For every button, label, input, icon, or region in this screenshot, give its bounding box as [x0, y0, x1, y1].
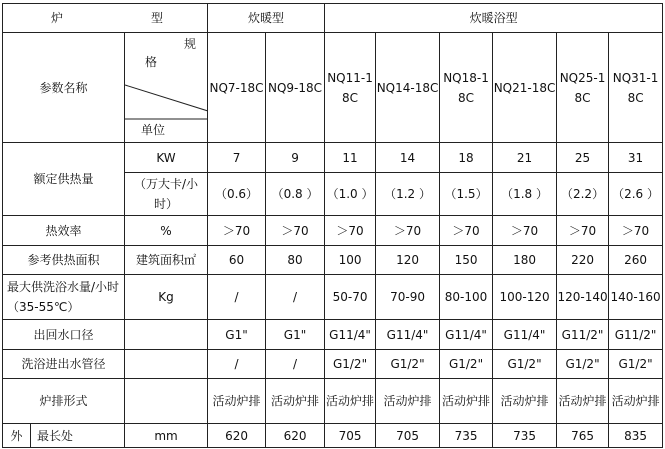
table-row [3, 350, 663, 379]
value-cell: ＞70 [325, 216, 376, 246]
value-cell: 50-70 [325, 275, 376, 320]
value-cell: / [266, 350, 325, 379]
model-name: NQ11-18C [325, 33, 376, 143]
row-label-water: 最大供洗浴水量/小时（35-55℃） [3, 275, 125, 320]
value-cell: 11 [325, 143, 376, 173]
table-row [3, 424, 663, 448]
value-cell: 260 [609, 246, 663, 275]
value-cell: G1/2" [376, 350, 440, 379]
value-cell: G1/2" [325, 350, 376, 379]
group-heating-header: 炊暖型 [208, 4, 325, 33]
table-row [3, 246, 663, 275]
row-label-efficiency: 热效率 [3, 216, 125, 246]
value-cell: 活动炉排 [493, 379, 557, 424]
value-cell: G1" [208, 320, 266, 350]
value-cell: 活动炉排 [376, 379, 440, 424]
value-cell: 180 [493, 246, 557, 275]
value-cell: G1/2" [440, 350, 493, 379]
spec-unit-corner [125, 33, 208, 143]
table-row [3, 143, 663, 173]
unit-cell: Kg [125, 275, 208, 320]
row-label-outer: 外 [3, 424, 31, 448]
value-cell: （1.0 ） [325, 173, 376, 216]
value-cell: G11/2" [557, 320, 609, 350]
value-cell: 18 [440, 143, 493, 173]
model-name: NQ25-18C [557, 33, 609, 143]
model-name: NQ9-18C [266, 33, 325, 143]
value-cell: 活动炉排 [440, 379, 493, 424]
value-cell: ＞70 [609, 216, 663, 246]
value-cell: 620 [266, 424, 325, 448]
value-cell: 活动炉排 [266, 379, 325, 424]
value-cell: 9 [266, 143, 325, 173]
value-cell: 100 [325, 246, 376, 275]
table-row [3, 379, 663, 424]
unit-cell: KW [125, 143, 208, 173]
value-cell: ＞70 [208, 216, 266, 246]
value-cell: 765 [557, 424, 609, 448]
model-name: NQ7-18C [208, 33, 266, 143]
boiler-spec-table [2, 3, 663, 448]
value-cell: 60 [208, 246, 266, 275]
value-cell: G11/4" [493, 320, 557, 350]
model-name: NQ18-18C [440, 33, 493, 143]
value-cell: 705 [325, 424, 376, 448]
header-label-left: 炉 [51, 11, 64, 25]
table-row [3, 216, 663, 246]
value-cell: 120-140 [557, 275, 609, 320]
value-cell: 活动炉排 [557, 379, 609, 424]
value-cell: 835 [609, 424, 663, 448]
unit-cell [125, 379, 208, 424]
unit-cell: mm [125, 424, 208, 448]
value-cell: / [208, 275, 266, 320]
value-cell: 活动炉排 [208, 379, 266, 424]
table-row [3, 33, 663, 143]
spec-label-bottom: 格 [145, 55, 158, 69]
value-cell: 120 [376, 246, 440, 275]
value-cell: G1" [266, 320, 325, 350]
unit-cell: % [125, 216, 208, 246]
row-label-exhaust: 炉排形式 [3, 379, 125, 424]
value-cell: / [266, 275, 325, 320]
value-cell: G1/2" [557, 350, 609, 379]
value-cell: （2.2） [557, 173, 609, 216]
value-cell: G11/4" [440, 320, 493, 350]
value-cell: 活动炉排 [609, 379, 663, 424]
value-cell: （1.8 ） [493, 173, 557, 216]
value-cell: 70-90 [376, 275, 440, 320]
row-label-bath-pipe: 洗浴进出水管径 [3, 350, 125, 379]
value-cell: 150 [440, 246, 493, 275]
value-cell: ＞70 [440, 216, 493, 246]
table-row [3, 4, 663, 33]
header-label-right: 型 [151, 11, 164, 25]
value-cell: 7 [208, 143, 266, 173]
unit-cell: （万大卡/小时） [125, 173, 208, 216]
value-cell: 705 [376, 424, 440, 448]
value-cell: G1/2" [609, 350, 663, 379]
unit-label: 单位 [141, 123, 166, 137]
value-cell: ＞70 [557, 216, 609, 246]
row-label-length: 最长处 [31, 424, 125, 448]
value-cell: ＞70 [493, 216, 557, 246]
value-cell: 31 [609, 143, 663, 173]
value-cell: 80 [266, 246, 325, 275]
value-cell: 620 [208, 424, 266, 448]
value-cell: G1/2" [493, 350, 557, 379]
value-cell: 100-120 [493, 275, 557, 320]
group-bathing-header: 炊暖浴型 [325, 4, 663, 33]
value-cell: 活动炉排 [325, 379, 376, 424]
unit-cell [125, 350, 208, 379]
value-cell: 80-100 [440, 275, 493, 320]
model-name: NQ31-18C [609, 33, 663, 143]
row-label-outlet: 出回水口径 [3, 320, 125, 350]
value-cell: / [208, 350, 266, 379]
value-cell: （0.6） [208, 173, 266, 216]
model-name: NQ21-18C [493, 33, 557, 143]
value-cell: 220 [557, 246, 609, 275]
unit-cell [125, 320, 208, 350]
value-cell: 735 [440, 424, 493, 448]
value-cell: ＞70 [376, 216, 440, 246]
value-cell: （2.6 ） [609, 173, 663, 216]
param-name-header: 参数名称 [3, 33, 125, 143]
value-cell: （1.2 ） [376, 173, 440, 216]
value-cell: G11/4" [376, 320, 440, 350]
value-cell: 21 [493, 143, 557, 173]
value-cell: G11/4" [325, 320, 376, 350]
model-header-cell [3, 4, 208, 33]
table-row [3, 320, 663, 350]
row-label-heat-supply: 额定供热量 [3, 143, 125, 216]
value-cell: （0.8 ） [266, 173, 325, 216]
model-name: NQ14-18C [376, 33, 440, 143]
row-label-area: 参考供热面积 [3, 246, 125, 275]
spec-label-top: 规 [184, 37, 197, 51]
value-cell: 14 [376, 143, 440, 173]
value-cell: ＞70 [266, 216, 325, 246]
value-cell: 25 [557, 143, 609, 173]
unit-cell: 建筑面积㎡ [125, 246, 208, 275]
value-cell: 735 [493, 424, 557, 448]
value-cell: G11/2" [609, 320, 663, 350]
value-cell: 140-160 [609, 275, 663, 320]
table-row [3, 275, 663, 320]
value-cell: （1.5） [440, 173, 493, 216]
